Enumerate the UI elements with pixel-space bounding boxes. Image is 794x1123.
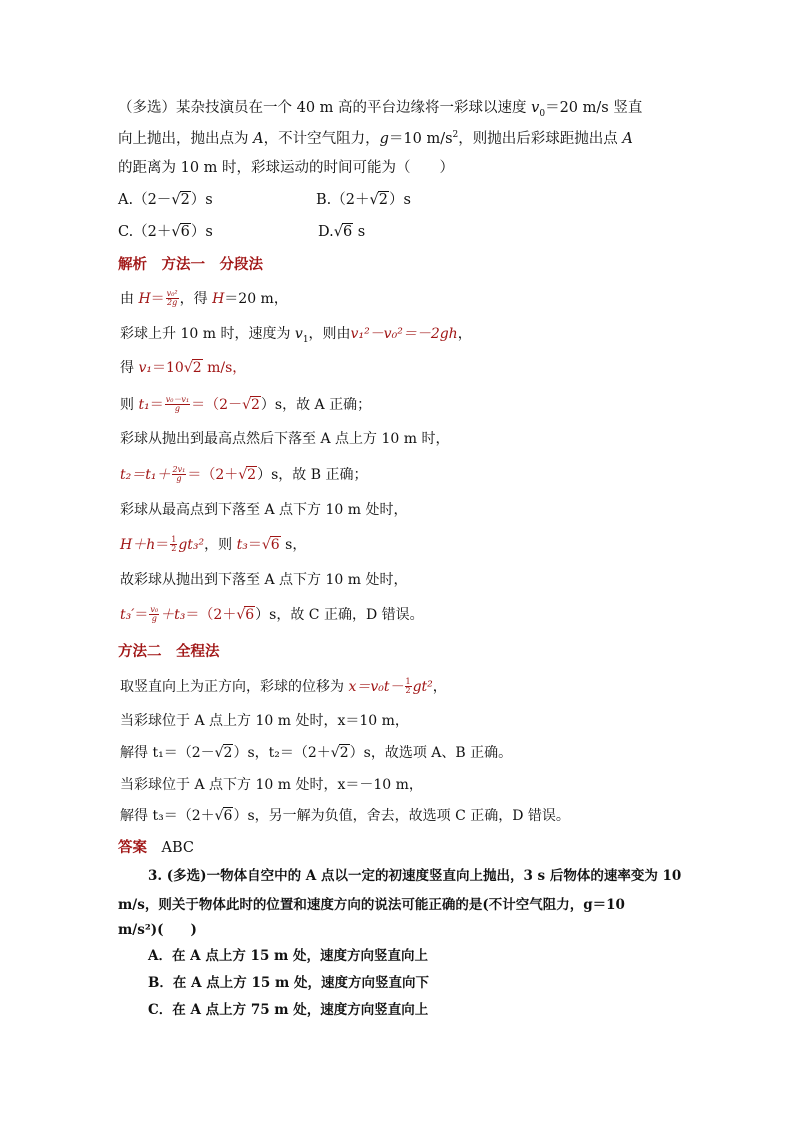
- var-A: A: [622, 130, 633, 147]
- sqrt: √6: [333, 224, 353, 240]
- sqrt: √2: [183, 360, 202, 376]
- radicand: 6: [180, 224, 190, 240]
- option-tail: s: [353, 224, 366, 240]
- denominator: g: [174, 404, 180, 414]
- var-v1: v₁: [138, 360, 152, 376]
- radicand: 6: [223, 808, 233, 824]
- denominator: g: [176, 474, 182, 484]
- var-H: H: [212, 290, 225, 307]
- formula: ＋t₃: [160, 606, 186, 623]
- question3-line-2: m/s，则关于物体此时的位置和速度方向的说法可能正确的是(不计空气阻力，g＝10: [118, 897, 625, 913]
- method-line-2: 当彩球位于 A 点上方 10 m 处时，x＝10 m，: [120, 713, 409, 729]
- var-v: v: [531, 100, 540, 116]
- radicand: 6: [270, 536, 280, 553]
- fraction: [149, 606, 159, 624]
- sqrt: √6: [171, 224, 190, 240]
- question-text: ＝10 m/s: [388, 130, 453, 147]
- option-label: D.: [318, 224, 334, 240]
- text: 得: [120, 360, 139, 376]
- subscript: 0: [539, 108, 546, 119]
- var-t3-prime: t₃′: [120, 606, 135, 623]
- answer-label: 答案: [118, 839, 162, 856]
- question-text: （多选）某杂技演员在一个 40 m 高的平台边缘将一彩球以速度: [118, 100, 532, 116]
- numerator: 1: [171, 535, 177, 544]
- text: ＝20 m，: [224, 290, 288, 307]
- option-d: [318, 224, 365, 241]
- option-a: [118, 192, 213, 209]
- option-c: [118, 224, 213, 241]
- option-label: B.（2＋: [316, 192, 370, 208]
- numerator: v₀²: [166, 289, 178, 298]
- radicand: 2: [378, 192, 388, 208]
- denominator: 2: [171, 544, 177, 554]
- formula: x＝v₀t－: [348, 678, 404, 695]
- option-tail: ）s: [190, 224, 213, 240]
- option-label: A.（2－: [118, 192, 172, 208]
- sqrt: √2: [330, 745, 349, 761]
- question-text: ＝20 m/s 竖直: [545, 100, 643, 116]
- solution-line-9: 故彩球从抛出到下落至 A 点下方 10 m 处时，: [120, 572, 408, 588]
- radicand: 2: [339, 745, 349, 761]
- question-text: ，不计空气阻力，: [263, 130, 380, 147]
- text: ＝（2＋: [185, 606, 237, 623]
- radicand: 2: [192, 360, 202, 376]
- question3-option-c: C．在 A 点上方 75 m 处，速度方向竖直向上: [148, 1002, 429, 1018]
- answer-value: ABC: [161, 840, 194, 856]
- fraction: [166, 290, 179, 308]
- var-t1: t₁: [138, 396, 150, 413]
- solution-line-6: [120, 466, 367, 484]
- fraction: [405, 678, 412, 696]
- denominator: 2: [405, 686, 411, 696]
- var-t3: t₃: [236, 536, 248, 553]
- text: ，: [457, 326, 472, 342]
- text: 取竖直向上为正方向，彩球的位移为: [120, 678, 349, 695]
- solution-heading: 解析 方法一 分段法: [118, 256, 263, 273]
- denominator: g: [151, 614, 157, 624]
- text: s，: [280, 536, 307, 553]
- subscript: 1: [302, 334, 309, 345]
- formula: ＝t₁＋: [131, 466, 171, 483]
- var-g: g: [379, 130, 389, 147]
- solution-line-7: 彩球从最高点到下落至 A 点下方 10 m 处时，: [120, 502, 408, 518]
- text: ＝（2＋: [187, 466, 239, 483]
- sqrt: √2: [369, 192, 388, 208]
- question-text: ，则抛出后彩球距抛出点: [458, 130, 623, 147]
- var-H: H: [138, 290, 151, 307]
- question-text: 的距离为 10 m 时，彩球运动的时间可能为（ ）: [118, 160, 455, 176]
- radicand: 2: [223, 745, 233, 761]
- text: 解得 t₁＝（2－: [120, 745, 215, 761]
- text: ）s，故选项 A、B 正确。: [349, 745, 513, 761]
- formula: v₁²－v₀²＝－2gh: [350, 326, 458, 342]
- text: ，: [432, 678, 447, 695]
- text: ＝（2－: [191, 396, 243, 413]
- numerator: v₀: [150, 605, 159, 614]
- option-tail: ）s: [190, 192, 213, 208]
- question-line-3: [118, 160, 454, 177]
- superscript: 2: [452, 130, 459, 140]
- method-two-heading: 方法二 全程法: [118, 643, 220, 660]
- text: ）s，另一解为负值，舍去，故选项 C 正确，D 错误。: [233, 808, 570, 824]
- text: ＝: [247, 536, 262, 553]
- formula: gt₃²: [178, 536, 205, 553]
- text: ）s，故 B 正确；: [257, 466, 368, 483]
- sqrt: √2: [214, 745, 233, 761]
- text: m/s，: [202, 360, 247, 376]
- text: ，得: [179, 290, 213, 307]
- text: 由: [120, 290, 139, 307]
- question3-option-b: B．在 A 点上方 15 m 处，速度方向竖直向下: [148, 975, 429, 991]
- fraction: [172, 466, 187, 484]
- var-v: v: [294, 326, 303, 342]
- question-line-2: [118, 130, 633, 148]
- numerator: 1: [405, 677, 411, 686]
- method-line-3: [120, 745, 512, 762]
- text: 则: [120, 396, 139, 413]
- method-line-4: 当彩球位于 A 点下方 10 m 处时，x＝－10 m，: [120, 777, 423, 793]
- radicand: 2: [180, 192, 190, 208]
- var-A: A: [253, 130, 264, 147]
- sqrt: √6: [261, 536, 280, 553]
- sqrt: √6: [236, 606, 255, 623]
- question-line-1: [118, 100, 642, 120]
- question3-line-1: 3. (多选)一物体自空中的 A 点以一定的初速度竖直向上抛出，3 s 后物体的速率变为 10: [148, 868, 682, 884]
- formula: H＋h: [120, 536, 156, 553]
- question3-option-a: A．在 A 点上方 15 m 处，速度方向竖直向上: [148, 948, 429, 964]
- fraction: [170, 536, 177, 554]
- solution-line-8: H＋h＝ $\frac{1}{2}$ gt₃²，则 t₃＝√6 s，: [120, 535, 307, 554]
- sqrt: √2: [242, 396, 260, 413]
- var-t2: t₂: [120, 466, 132, 483]
- solution-line-4: 则 t₁＝ $\frac{\text{v₀－v₁}}{g}$ ＝（2－√2）s，故 A 正确；: [120, 395, 372, 414]
- option-label: C.（2＋: [118, 224, 172, 240]
- radicand: 6: [342, 224, 353, 240]
- option-tail: ）s: [388, 192, 411, 208]
- sqrt: √6: [214, 808, 233, 824]
- text: ）s，故 A 正确；: [260, 396, 372, 413]
- solution-line-2: [120, 326, 472, 346]
- formula: gt²: [412, 678, 433, 695]
- radicand: 6: [245, 606, 255, 623]
- solution-line-3: [120, 360, 246, 377]
- text: ＝10: [151, 360, 184, 376]
- numerator: 2v₁: [172, 465, 186, 474]
- solution-line-1: 由 H＝ $\frac{\text{v₀²}}{2g}$ ，得 H＝20 m，: [120, 289, 288, 308]
- solution-line-5: 彩球从抛出到最高点然后下落至 A 点上方 10 m 时，: [120, 431, 450, 447]
- text: ）s，t₂＝（2＋: [233, 745, 331, 761]
- text: 彩球上升 10 m 时，速度为: [120, 326, 295, 342]
- question-text: 向上抛出，抛出点为: [118, 130, 254, 147]
- numerator: v₀－v₁: [165, 395, 190, 404]
- fraction: [165, 396, 190, 414]
- method-line-5: [120, 808, 570, 825]
- question3-line-3: m/s²)( ): [118, 922, 197, 938]
- text: 解得 t₃＝（2＋: [120, 808, 215, 824]
- solution-line-10: t₃′＝ $\frac{\text{v₀}}{g}$ ＋t₃＝（2＋√6）s，故 C 正确，D 错误。: [120, 605, 424, 624]
- text: ，则由: [308, 326, 351, 342]
- sqrt: √2: [171, 192, 190, 208]
- text: ，则: [204, 536, 237, 553]
- text: ）s，故 C 正确，D 错误。: [255, 606, 424, 623]
- option-b: [316, 192, 411, 209]
- radicand: 2: [247, 466, 257, 483]
- answer-line: [118, 839, 194, 857]
- denominator: 2g: [167, 298, 178, 308]
- radicand: 2: [251, 396, 260, 413]
- sqrt: √2: [238, 466, 257, 483]
- method-line-1: [120, 678, 447, 696]
